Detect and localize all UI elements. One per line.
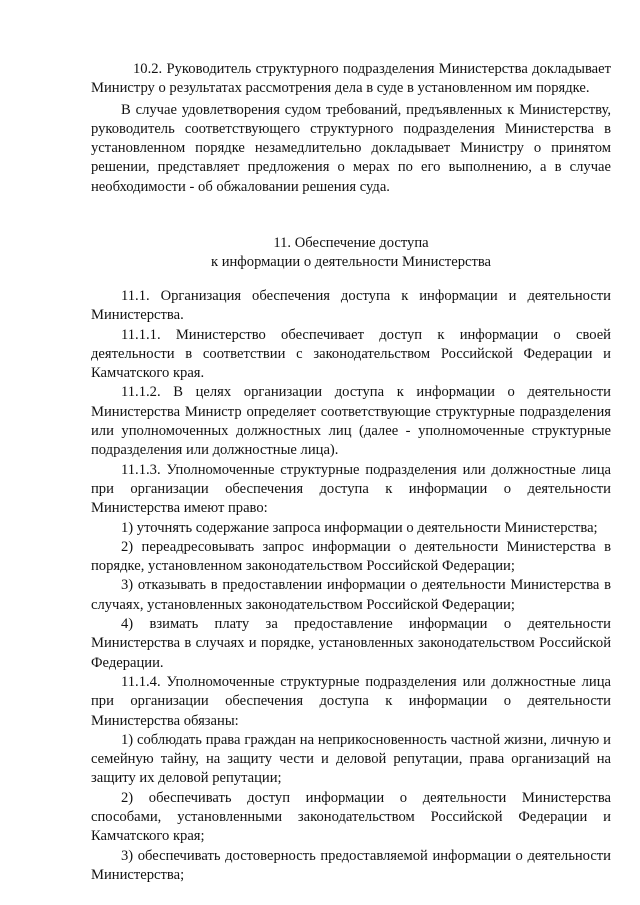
section-11-text	[91, 287, 611, 885]
list-item-rights-1: 1) уточнять содержание запроса информации о деятельности Министерства;	[121, 519, 598, 536]
top-text-block	[91, 60, 611, 197]
list-item-duties-3: 3) обеспечивать достоверность предоставляемой информации о деятельности Министерства;	[91, 847, 611, 883]
paragraph-11-1-4: 11.1.4. Уполномоченные структурные подразделения или должностные лица при организации обеспечения доступа к информации о деятельности Министерства обязаны:	[91, 673, 611, 729]
paragraph-10-2: 10.2. Руководитель структурного подразделения Министерства докладывает Министру о результатах рассмотрения дела в суде в установленном им порядке.	[91, 61, 611, 97]
paragraph-11-1-3: 11.1.3. Уполномоченные структурные подразделения или должностные лица при организации обеспечения доступа к информации о деятельности Министерства имеют право:	[91, 461, 611, 517]
list-item-duties-2: 2) обеспечивать доступ информации о деятельности Министерства способами, установленными законодательством Российской Федерации и Камчатского края;	[91, 789, 611, 845]
paragraph-11-1-2: 11.1.2. В целях организации доступа к информации о деятельности Министерства Министр определяет соответствующие структурные подразделения или уполномоченных должностных лиц (далее - уполномоченные структурные подразделения или должностные лица).	[91, 384, 611, 459]
list-item-rights-2: 2) переадресовывать запрос информации о деятельности Министерства в порядке, установленном законодательством Российской Федерации;	[91, 538, 611, 575]
section-heading-line-1: 11. Обеспечение доступа	[273, 235, 429, 251]
paragraph-11-1-1: 11.1.1. Министерство обеспечивает доступ к информации о своей деятельности в соответствии с законодательством Российской Федерации и Камчатского края.	[91, 326, 611, 382]
section-heading-line-2: к информации о деятельности Министерства	[210, 254, 492, 271]
paragraph-11-1: 11.1. Организация обеспечения доступа к информации и деятельности Министерства.	[91, 288, 611, 324]
paragraph-court-decision: В случае удовлетворения судом требований, предъявленных к Министерству, руководитель соответствующего структурного подразделения Министерства в установленном порядке незамедлительно докладывает Министру о принятом решении, представляет предложения о мерах по его выполнению, а в случае необходимости - об обжаловании решения суда.	[91, 101, 611, 195]
list-item-duties-1: 1) соблюдать права граждан на неприкосновенность частной жизни, личную и семейную тайну, на защиту чести и деловой репутации, права организаций на защиту их деловой репутации;	[91, 731, 611, 787]
section-heading	[91, 234, 611, 273]
list-item-rights-4: 4) взимать плату за предоставление информации о деятельности Министерства в случаях и порядке, установленных законодательством Российской Федерации.	[91, 616, 611, 671]
list-item-rights-3: 3) отказывать в предоставлении информации о деятельности Министерства в случаях, установленных законодательством Российской Федерации;	[91, 577, 611, 613]
